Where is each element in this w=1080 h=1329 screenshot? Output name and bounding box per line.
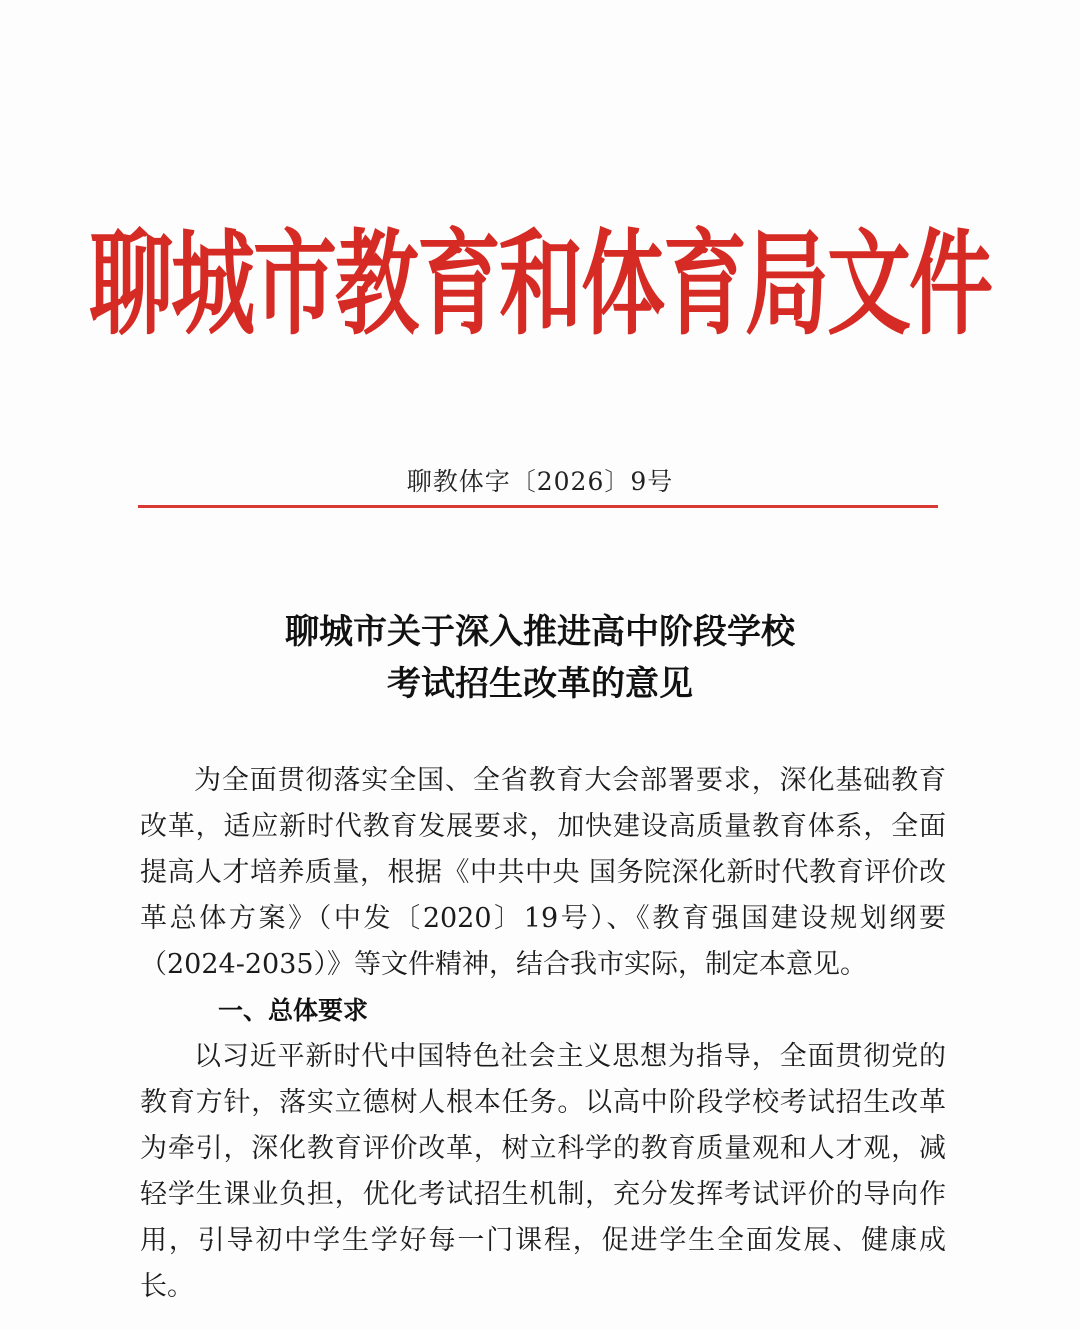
document-title (0, 606, 1080, 710)
title-line-2: 考试招生改革的意见 (387, 664, 693, 704)
red-divider (138, 505, 938, 508)
document-body (140, 758, 946, 1310)
document-number: 聊教体字〔2026〕9号 (406, 467, 674, 496)
section-paragraph: 以习近平新时代中国特色社会主义思想为指导，全面贯彻党的教育方针，落实立德树人根本任务。以高中阶段学校考试招生改革为牵引，深化教育评价改革，树立科学的教育质量观和人才观，减轻学生课业负担，优化考试招生机制，充分发挥考试评价的导向作用，引导初中学生学好每一门课程，促进学生全面发展、健康成长。 (140, 1041, 946, 1302)
intro-paragraph: 为全面贯彻落实全国、全省教育大会部署要求，深化基础教育改革，适应新时代教育发展要求，加快建设高质量教育体系，全面提高人才培养质量，根据《中共中央 国务院深化新时代教育评价改革总体方案》（中发〔2020〕19号）、《教育强国建设规划纲要（2024-2035）》等文件精神，结合我市实际，制定本意见。 (140, 765, 946, 980)
title-line-1: 聊城市关于深入推进高中阶段学校 (285, 612, 795, 652)
section-heading: 一、总体要求 (218, 996, 369, 1025)
issuer-header: 聊城市教育和体育局文件 (89, 217, 992, 350)
